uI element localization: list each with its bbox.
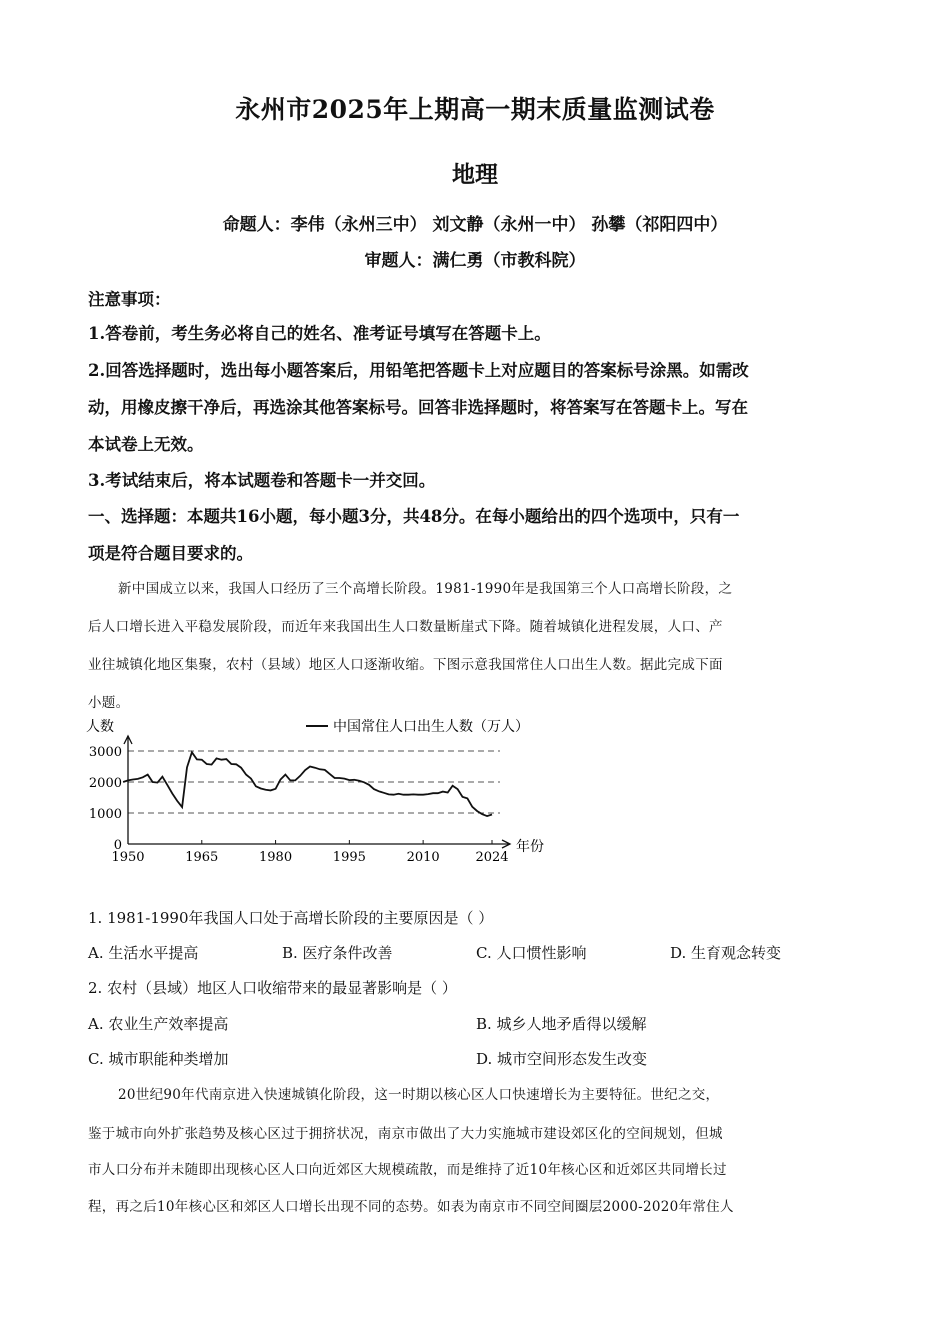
passage-line: 程，再之后10年核心区和郊区人口增长出现不同的态势。如表为南京市不同空间圈层2000-2020年常住人 <box>88 1199 734 1215</box>
x-tick-label: 1995 <box>332 850 366 865</box>
reviewer-line: 审题人：满仁勇（市教科院） <box>364 251 586 271</box>
y-tick-label: 3000 <box>88 745 122 760</box>
passage-line: 新中国成立以来，我国人口经历了三个高增长阶段。1981-1990年是我国第三个人口高增长阶段，之 <box>118 581 733 597</box>
question-stem: 1. 1981-1990年我国人口处于高增长阶段的主要原因是（ ） <box>88 909 494 927</box>
y-axis-label: 人数 <box>86 719 114 735</box>
subject-title: 地理 <box>452 161 498 188</box>
section-heading: 一、选择题：本题共16小题，每小题3分，共48分。在每小题给出的四个选项中，只有一 <box>88 507 740 526</box>
passage-line: 市人口分布并未随即出现核心区人口向近郊区大规模疏散，而是维持了近10年核心区和近郊区共同增长过 <box>88 1162 727 1178</box>
question-stem: 2. 农村（县域）地区人口收缩带来的最显著影响是（ ） <box>88 979 457 997</box>
passage-line: 业往城镇化地区集聚，农村（县域）地区人口逐渐收缩。下图示意我国常住人口出生人数。据此完成下面 <box>88 657 723 673</box>
y-tick-label: 0 <box>113 838 122 853</box>
passage-line: 鉴于城市向外扩张趋势及核心区过于拥挤状况，南京市做出了大力实施城市建设郊区化的空间规划，但城 <box>88 1126 723 1142</box>
x-tick-label: 1965 <box>185 850 219 865</box>
authors-line: 命题人：李伟（永州三中） 刘文静（永州一中） 孙攀（祁阳四中） <box>222 215 728 235</box>
legend-label: 中国常住人口出生人数（万人） <box>333 719 529 735</box>
birth-chart <box>80 712 560 877</box>
exam-title: 永州市2025年上期高一期末质量监测试卷 <box>235 95 715 124</box>
notice-line: 动，用橡皮擦干净后，再选涂其他答案标号。回答非选择题时，将答案写在答题卡上。写在 <box>88 398 748 417</box>
option-c: C. 人口惯性影响 <box>476 944 587 962</box>
x-tick-label: 2010 <box>406 850 440 865</box>
x-axis-label: 年份 <box>516 839 544 855</box>
notice-line: 1.答卷前，考生务必将自己的姓名、准考证号填写在答题卡上。 <box>88 324 551 343</box>
passage-line: 小题。 <box>88 695 130 711</box>
x-tick-label: 2024 <box>475 850 509 865</box>
y-tick-label: 1000 <box>88 807 122 822</box>
y-tick-label: 2000 <box>88 776 122 791</box>
notice-line: 本试卷上无效。 <box>88 435 204 454</box>
notice-line: 2.回答选择题时，选出每小题答案后，用铅笔把答题卡上对应题目的答案标号涂黑。如需改 <box>88 361 749 380</box>
x-tick-label: 1950 <box>111 850 145 865</box>
notice-heading: 注意事项： <box>88 290 171 309</box>
option-a: A. 生活水平提高 <box>88 944 199 962</box>
notice-line: 3.考试结束后，将本试题卷和答题卡一并交回。 <box>88 471 436 490</box>
option-d: D. 生育观念转变 <box>670 944 782 962</box>
option-d: D. 城市空间形态发生改变 <box>476 1050 648 1068</box>
option-b: B. 医疗条件改善 <box>282 944 393 962</box>
section-heading: 项是符合题目要求的。 <box>88 544 253 563</box>
birth-series-line <box>123 752 492 816</box>
option-a: A. 农业生产效率提高 <box>88 1015 229 1033</box>
passage-line: 20世纪90年代南京进入快速城镇化阶段，这一时期以核心区人口快速增长为主要特征。世纪之交， <box>118 1087 720 1103</box>
x-tick-label: 1980 <box>259 850 293 865</box>
passage-line: 后人口增长进入平稳发展阶段，而近年来我国出生人口数量断崖式下降。随着城镇化进程发展，人口、产 <box>88 619 723 635</box>
option-c: C. 城市职能种类增加 <box>88 1050 229 1068</box>
option-b: B. 城乡人地矛盾得以缓解 <box>476 1015 647 1033</box>
